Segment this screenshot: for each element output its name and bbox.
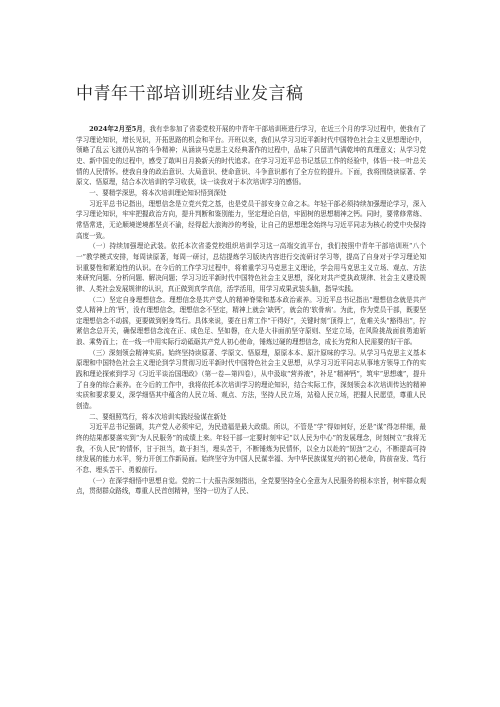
body-paragraph: （二）坚定自身理想信念。理想信念是共产党人的精神脊梁和基本政治素养。习近平总书记指出“理想信念就是共产党人精神上的‘钙’，没有理想信念，理想信念不坚定，精神上就会‘缺钙’，就会的‘软骨病’。为此，作为党员干部，既要坚定理想信念不动摇，更要做到躬身笃行。具体来说，要在日常工作“干得好”，关键时刻“顶得上”，危难关头“豁得出”，拧紧信念总开关，确保理想信念流在正、成色足、坚如磐，在大是大非面前坚守原则、坚定立场，在风险挑战面前勇迪斩浪、乘势而上；在一线一中用实际行动砥砺共产党人初心使命，锤炼过硬的理想信念，成长为党和人民需要的好干部。 xyxy=(76,295,426,347)
intro-date: 2024年2月至5月 xyxy=(89,125,143,133)
body-paragraph: 习近平总书记指出，理想信念是立党兴党之基，也是党员干部安身立命之本。年轻干部必须持续加强理论学习，深入学习理论知识，牢牢把握政治方向，提升判断和鉴别能力，坚定理论自信，牢固树的思想精神之钙。同时，要常修常练、常悟常进，无论顺境逆境都坚贞不渝，经得起大浪淘沙的考验，让自己的思想理念始终与习近平同志为核心的党中央保持高度一致。 xyxy=(76,199,426,240)
body-paragraph: （一）持续加强理论武装。依托本次省委党校组织培训学习这一高端交流平台，我们按照中青年干部培训班“八个一”教学模式安排，每周读原著，每周一研讨，总结提炼学习版块内容进行交流研讨学习等，提高了自身对于学习理论知识重要性和紧迫性的认识。在今后的工作学习过程中，将着重学习马克思主义理论，学会用马克思主义立场、观点、方法来研究问题、分析问题、解决问题；学习习近平新时代中国特色社会主义思想，深化对共产党执政规律、社会主义建设规律、人类社会发展规律的认识，真正做到真学真信，活学活用，用学习成果武装头脑，指导实践。 xyxy=(76,242,426,293)
intro-text: ，我有幸参加了省委党校开展的中青年干部培训班进行学习，在近三个月的学习过程中，使我有了学习理论知识，增长见识，开拓思路的机会和平台。开班以来，我们从学习习近平新时代中国特色社会主义思想理论中，领略了乱云飞渡仍从容的斗争精神；从涵读马克思主义经典著作的过程中，品味了只留清气满乾坤的真理意义；从学习党史、新中国史的过程中，感受了敢叫日月换新天的时代追求。在学习习近平总书记基层工作的经验中，体悟一枝一叶总关情的人民情怀。使我自身的政治意识、大局意识、使命意识、斗争意识都有了全方位的提升。下面，我将围绕读原著、学原文、悟原理，结合本次培训的学习收获，谈一谈我对于本次培训学习的感悟。 xyxy=(76,125,426,187)
section-heading-1: 一、要精学深思，将本次培训理论知识悟到深处 xyxy=(89,188,227,197)
intro-paragraph xyxy=(76,124,426,188)
document-body xyxy=(76,124,426,497)
section-heading-2: 二、要细照笃行，将本次培训实践经验谋在新处 xyxy=(89,412,227,421)
body-paragraph: 习近平总书记强调，共产党人必须牢记，为民造福是最大政绩。所以，不管是“学”得如何好，还是“谋”得怎样细，最终的结果都要落实到“为人民服务”的成绩上来。年轻干部一定要时刻牢记“以人民为中心”的发展理念，时刻树立“我将无我，不负人民”的情怀，甘于担当，敢于担当，埋头苦干，不断锤炼为民情怀，以全力以赴的“韧劲”之心，不断提高可持续发展的能力水平，努力开创工作新局面。始终坚守为中国人民谋幸福、为中华民族谋复兴的初心使命，阵前奋发、笃行不怠、埋头苦干、勇毅前行。 xyxy=(76,423,426,474)
body-paragraph: （三）深刻领会精神实质。始终坚持读原著、学原文、悟原理，原原本本、原汁原味的学习。从学习马克思主义基本原理和中国特色社会主义理论到学习贯彻习近平新时代中国特色社会主义思想，从学习习近平同志从事地方领导工作的实践和理论探索到学习《习近平谈治国理政》（第一卷—第四卷），从中汲取“营养液”，补足“精神钙”，筑牢“思想魂”，提升了自身的综合素养。在今后的工作中，我将依托本次培训学习的理论知识，结合实际工作，深刻领会本次培训传达的精神实质和要求要义，深学细悟其中蕴含的人民立场、观点、方法，坚持人民立场，站稳人民立场，把握人民愿望，尊重人民创造。 xyxy=(76,348,426,411)
document-title: 中青年干部培训班结业发言稿 xyxy=(76,84,304,104)
body-paragraph: （一）在深学细悟中思想自觉。党的二十大报告深刻指出，全党要坚持全心全意为人民服务的根本宗旨，树牢群众观点，贯彻群众路线，尊重人民首创精神，坚持一切为了人民、 xyxy=(76,476,426,496)
